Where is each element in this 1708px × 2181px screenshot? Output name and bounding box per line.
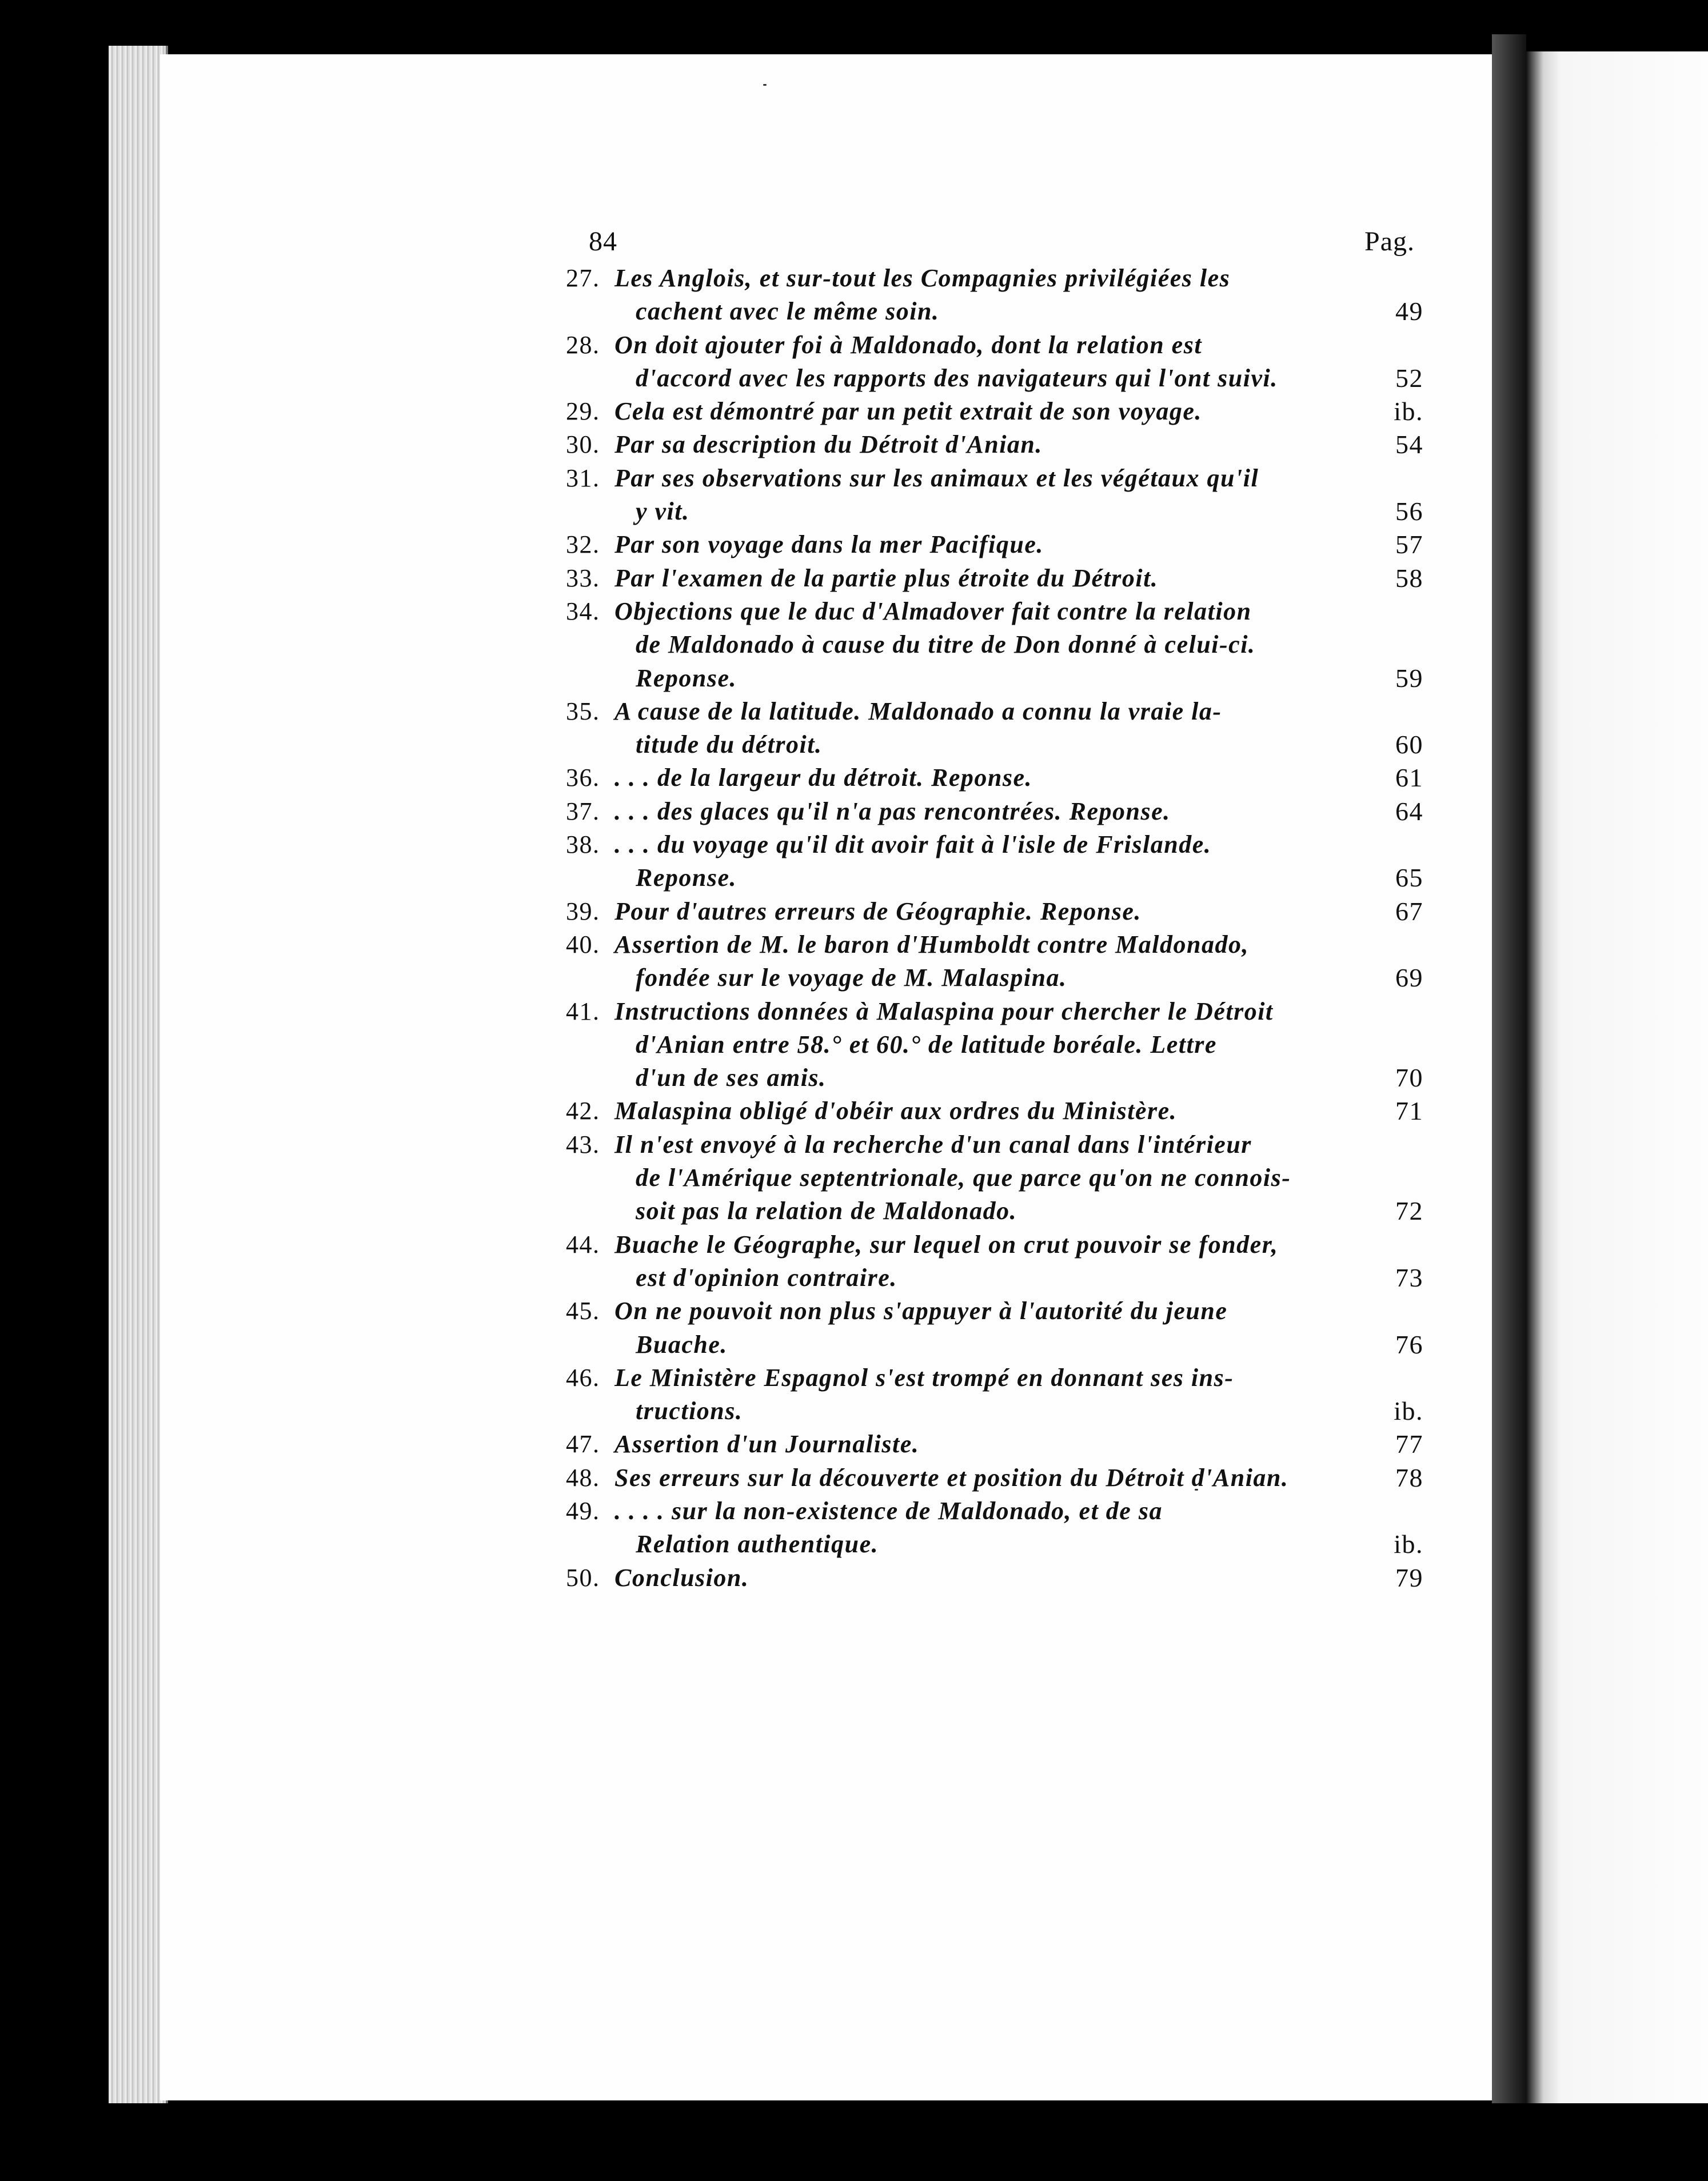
entry-text: Par son voyage dans la mer Pacifique.	[614, 530, 1044, 559]
toc-entry	[566, 1361, 1423, 1395]
entry-number: 38.	[566, 830, 600, 859]
entry-text: de Maldonado à cause du titre de Don donné à celui-ci.	[636, 630, 1256, 659]
entry-text: . . . du voyage qu'il dit avoir fait à l'isle de Frislande.	[614, 830, 1212, 859]
toc-entry	[566, 395, 1423, 428]
entry-text: de l'Amérique septentrionale, que parce qu'on ne connois-	[636, 1164, 1291, 1192]
book-page-edges	[109, 46, 168, 2103]
entry-text: Reponse.	[636, 864, 737, 892]
facing-page-edge	[1526, 51, 1708, 2103]
toc-entry	[566, 562, 1423, 595]
toc-entry-continuation	[566, 1061, 1423, 1095]
toc-entry	[566, 1095, 1423, 1128]
toc-entry	[566, 1495, 1423, 1528]
entry-text: Il n'est envoyé à la recherche d'un canal dans l'intérieur	[614, 1130, 1252, 1159]
toc-entry	[566, 1128, 1423, 1161]
entry-page-number: 78	[1395, 1463, 1423, 1492]
entry-page-number: 69	[1395, 963, 1423, 993]
entry-text: Conclusion.	[614, 1563, 749, 1592]
entry-text: Instructions données à Malaspina pour chercher le Détroit	[614, 997, 1274, 1025]
entry-text: Pour d'autres erreurs de Géographie. Reponse.	[614, 897, 1142, 925]
entry-page-number: 58	[1395, 563, 1423, 593]
page-number: 84	[589, 226, 617, 257]
entry-text: d'Anian entre 58.° et 60.° de latitude boréale. Lettre	[636, 1030, 1217, 1058]
toc-entry	[566, 528, 1423, 561]
entry-page-number: 60	[1395, 730, 1423, 760]
entry-number: 37.	[566, 797, 600, 825]
entry-number: 28.	[566, 330, 600, 359]
toc-entry	[566, 1461, 1423, 1495]
entry-text: Malaspina obligé d'obéir aux ordres du Ministère.	[614, 1097, 1178, 1125]
entry-text: . . . des glaces qu'il n'a pas rencontrées. Reponse.	[614, 797, 1171, 825]
entry-number: 40.	[566, 930, 600, 958]
toc-entry-continuation	[566, 1528, 1423, 1561]
ink-speck	[763, 84, 767, 86]
toc-entry	[566, 1228, 1423, 1261]
entry-number: 29.	[566, 397, 600, 426]
entry-text: Buache.	[636, 1330, 728, 1359]
toc-entry	[566, 761, 1423, 794]
entry-number: 39.	[566, 897, 600, 925]
entry-number: 30.	[566, 430, 600, 459]
entry-number: 33.	[566, 564, 600, 592]
entry-text: Par l'examen de la partie plus étroite du Détroit.	[614, 564, 1159, 592]
entry-number: 41.	[566, 997, 600, 1025]
entry-number: 46.	[566, 1363, 600, 1392]
entry-number: 34.	[566, 597, 600, 625]
entry-page-number: 72	[1395, 1196, 1423, 1226]
entry-page-number: 57	[1395, 530, 1423, 560]
entry-page-number: 54	[1395, 430, 1423, 460]
entry-page-number: 64	[1395, 796, 1423, 826]
toc-entry	[566, 828, 1423, 861]
entry-number: 48.	[566, 1463, 600, 1492]
entry-page-number: ib.	[1394, 397, 1423, 426]
toc-entry	[566, 462, 1423, 495]
toc-entry	[566, 262, 1423, 295]
entry-text: Assertion d'un Journaliste.	[614, 1430, 920, 1459]
entry-number: 45.	[566, 1297, 600, 1325]
entry-text: . . . . sur la non-existence de Maldonado, et de sa	[614, 1496, 1163, 1525]
entry-page-number: 52	[1395, 363, 1423, 393]
toc-entry	[566, 795, 1423, 828]
toc-entry-continuation	[566, 961, 1423, 994]
toc-entry-continuation	[566, 628, 1423, 661]
entry-text: Reponse.	[636, 664, 737, 692]
entry-number: 36.	[566, 764, 600, 792]
entry-number: 27.	[566, 264, 600, 292]
toc-entry	[566, 928, 1423, 961]
entry-text: fondée sur le voyage de M. Malaspina.	[636, 964, 1067, 992]
entry-text: Relation authentique.	[636, 1530, 879, 1559]
toc-entry	[566, 428, 1423, 461]
entry-text: A cause de la latitude. Maldonado a connu la vraie la-	[614, 697, 1222, 725]
entry-page-number: 70	[1395, 1063, 1423, 1093]
entry-text: Par ses observations sur les animaux et les végétaux qu'il	[614, 464, 1259, 492]
entry-page-number: ib.	[1394, 1529, 1423, 1559]
toc-entry	[566, 695, 1423, 728]
pag-column-label: Pag.	[1364, 226, 1415, 257]
toc-entry-continuation	[566, 1028, 1423, 1061]
toc-entry-continuation	[566, 1395, 1423, 1428]
entry-text: cachent avec le même soin.	[636, 297, 940, 326]
entry-text: Buache le Géographe, sur lequel on crut pouvoir se fonder,	[614, 1230, 1279, 1259]
entry-text: Objections que le duc d'Almadover fait contre la relation	[614, 597, 1252, 625]
toc-entry-continuation	[566, 1161, 1423, 1195]
entry-number: 49.	[566, 1496, 600, 1525]
entry-number: 42.	[566, 1097, 600, 1125]
entry-text: Le Ministère Espagnol s'est trompé en donnant ses ins-	[614, 1363, 1234, 1392]
entry-text: Par sa description du Détroit d'Anian.	[614, 430, 1043, 459]
entry-text: tructions.	[636, 1397, 743, 1425]
entry-page-number: 56	[1395, 497, 1423, 526]
entry-number: 50.	[566, 1563, 600, 1592]
toc-entry	[566, 1428, 1423, 1461]
entry-text: Cela est démontré par un petit extrait de son voyage.	[614, 397, 1202, 426]
entry-text: soit pas la relation de Maldonado.	[636, 1197, 1017, 1225]
book-gutter-shadow	[1492, 34, 1526, 2103]
entry-page-number: 71	[1395, 1096, 1423, 1126]
toc-entry-continuation	[566, 295, 1423, 328]
entry-text: On doit ajouter foi à Maldonado, dont la relation est	[614, 330, 1203, 359]
toc-entry-continuation	[566, 1328, 1423, 1361]
entry-text: On ne pouvoit non plus s'appuyer à l'autorité du jeune	[614, 1297, 1228, 1325]
entry-text: d'accord avec les rapports des navigateurs qui l'ont suivi.	[636, 364, 1278, 392]
toc-entry-continuation	[566, 662, 1423, 695]
entry-page-number: 67	[1395, 896, 1423, 926]
entry-page-number: ib.	[1394, 1396, 1423, 1426]
entry-text: titude du détroit.	[636, 730, 823, 759]
entry-text: y vit.	[636, 497, 690, 526]
toc-entry	[566, 895, 1423, 928]
toc-entry-continuation	[566, 495, 1423, 528]
entry-number: 44.	[566, 1230, 600, 1259]
entry-number: 32.	[566, 530, 600, 559]
entry-page-number: 79	[1395, 1563, 1423, 1592]
toc-entry-continuation	[566, 728, 1423, 761]
entry-number: 47.	[566, 1430, 600, 1459]
entry-page-number: 76	[1395, 1329, 1423, 1359]
entry-text: d'un de ses amis.	[636, 1064, 827, 1092]
toc-entry-continuation	[566, 861, 1423, 894]
toc-entry	[566, 329, 1423, 362]
entry-page-number: 61	[1395, 763, 1423, 793]
entry-number: 43.	[566, 1130, 600, 1159]
toc-entry-continuation	[566, 1261, 1423, 1295]
entry-page-number: 73	[1395, 1263, 1423, 1292]
entry-text: Les Anglois, et sur-tout les Compagnies privilégiées les	[614, 264, 1231, 292]
entry-number: 31.	[566, 464, 600, 492]
entry-page-number: 59	[1395, 663, 1423, 693]
toc-entry	[566, 995, 1423, 1028]
toc-entry	[566, 1561, 1423, 1595]
entry-number: 35.	[566, 697, 600, 725]
toc-entry-continuation	[566, 362, 1423, 395]
toc-entry	[566, 1295, 1423, 1328]
toc-entry-continuation	[566, 1195, 1423, 1228]
entry-text: . . . de la largeur du détroit. Reponse.	[614, 764, 1033, 792]
entry-page-number: 49	[1395, 297, 1423, 326]
entry-text: Ses erreurs sur la découverte et position du Détroit d'Anian.	[614, 1463, 1289, 1492]
table-of-contents	[566, 262, 1423, 1595]
entry-text: Assertion de M. le baron d'Humboldt contre Maldonado,	[614, 930, 1249, 958]
toc-entry	[566, 595, 1423, 628]
entry-page-number: 65	[1395, 863, 1423, 893]
entry-text: est d'opinion contraire.	[636, 1263, 897, 1292]
entry-page-number: 77	[1395, 1429, 1423, 1459]
